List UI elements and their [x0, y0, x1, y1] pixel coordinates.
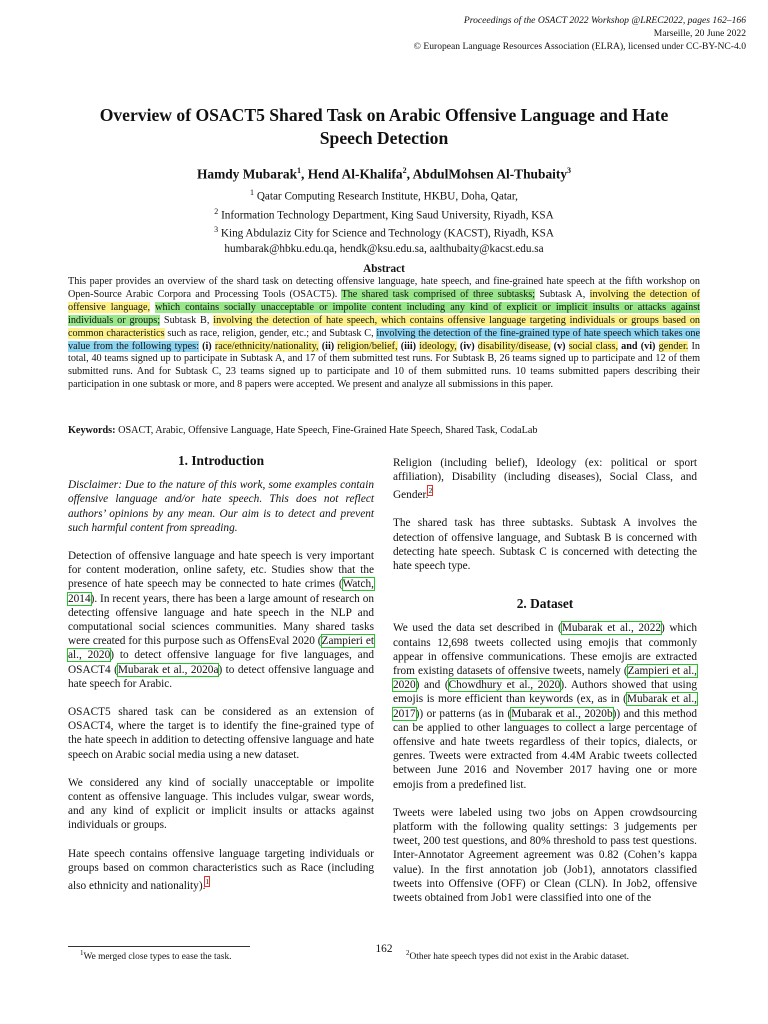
paragraph: Detection of offensive language and hate speech is very important for content moderation, online safety, etc. Studies show that the presence of hate speech may be connected to hate crimes (Watch, 2014). In recent years, there has been a large amount of research on detecting offensive language and hate speech in the NLP and computational social sciences communities. Many shared tasks were created for this purpose such as OffensEval 2020 (Zampieri et al., 2020) to detect offensive language for five languages, and OSACT4 (Mubarak et al., 2020a) to detect offensive language and hate speech for Arabic.	[68, 550, 374, 690]
affiliation-list	[0, 186, 768, 256]
paragraph: We used the data set described in (Mubarak et al., 2022) which contains 12,698 tweets collected using emojis that commonly appear in offensive communications. These emojis are extracted from existing datasets of offensive tweets, namely (Zampieri et al., 2020) and (Chowdhury et al., 2020). Authors showed that using emojis is more efficient than keywords (ex, as in (Mubarak et al., 2017)) or patterns (as in (Mubarak et al., 2020b)) and this method can be applied to other languages to collect a large percentage of offensive and hate tweets regardless of their topics, dialects, or genres. Tweets were extracted from 4.4M Arabic tweets collected between June 2016 and November 2017 having one or more emojis from a predefined list.	[393, 622, 698, 791]
citation-link[interactable]: Chowdhury et al., 2020	[448, 679, 561, 692]
paragraph: OSACT5 shared task can be considered as an extension of OSACT4, where the target is to identify the fine-grained type of the hate speech in addition to detecting offensive language and hate speech on Arabic social media using a new dataset.	[68, 706, 374, 761]
proceedings-header	[414, 14, 746, 53]
highlight-yellow: involving the detection of offensive language,	[68, 288, 701, 313]
paragraph: We considered any kind of socially unacceptable or impolite content as offensive language. This includes vulgar, swear words, and any kind of explicit or implicit insults or attacks against individuals or groups.	[68, 776, 374, 832]
abstract-heading: Abstract	[363, 263, 405, 275]
citation-link[interactable]: Mubarak et al., 2020b	[511, 707, 613, 720]
citation-link[interactable]: Watch, 2014	[68, 578, 374, 605]
author-name: AbdulMohsen Al-Thubaity	[412, 166, 568, 182]
section-heading-introduction: 1. Introduction	[177, 453, 265, 468]
paragraph: Religion (including belief), Ideology (ex: political or sport affiliation), Disability (including diseases), Social Class, and Gender.$^2$	[393, 457, 697, 502]
footnote-link[interactable]: 1	[205, 877, 210, 887]
citation-link[interactable]: Mubarak et al., 2022	[561, 622, 661, 635]
footnote: $^1$We merged close types to ease the task.	[80, 949, 232, 963]
highlight-yellow: social class,	[568, 340, 618, 352]
footnote: $^2$Other hate speech types did not exist in the Arabic dataset.	[406, 949, 629, 963]
citation-link[interactable]: Mubarak et al., 2020a	[117, 663, 219, 676]
abstract-text: This paper provides an overview of the shard task on detecting offensive language, hate speech, and fine-grained hate speech at the fifth workshop on Open-Source Arabic Corpora and Processing Tools (OSACT5). The shared task comprised of three subtasks; Subtask A, involving the detection of offensive language, which contains socially unacceptable or impolite content including any kind of explicit or implicit insults or attacks against individuals or groups; Subtask B, involving the detection of hate speech, which contains offensive language targeting individuals or groups based on common characteristics such as race, religion, gender, etc.; and Subtask C, involving the detection of the fine-grained type of hate speech which takes one value from the following types: (i) race/ethnicity/nationality, (ii) religion/belief, (iii) ideology, (iv) disability/disease, (v) social class, and (vi) gender. In total, 40 teams signed up to participate in Subtask A, and 17 of them submitted test runs. For Subtask B, 26 teams signed up to participate and 12 of them submitted runs. And for Subtask C, 23 teams signed up to participate and 10 of them submitted runs. 10 teams submitted papers describing their participation in one subtask or more, and 8 papers were accepted. We present and analyze all submissions in this paper.	[68, 276, 701, 391]
highlight-yellow: ideology,	[419, 340, 457, 352]
highlight-yellow: gender.	[658, 340, 689, 352]
highlight-green: which contains socially unacceptable or impolite content including any kind of explicit or implicit insults or attacks against individuals or groups;	[68, 301, 700, 326]
footnote-link[interactable]: 2	[428, 486, 433, 496]
affiliation: $^3$ King Abdulaziz City for Science and Technology (KACST), Riyadh, KSA	[214, 225, 554, 240]
paragraph: The shared task has three subtasks. Subtask A involves the detection of offensive language, and Subtask B is concerned with detecting hate speech. Subtask C is concerned with detecting the hate speech type.	[393, 517, 697, 572]
license-line: © European Language Resources Association (ELRA), licensed under CC-BY-NC-4.0	[413, 41, 746, 52]
left-column	[68, 454, 374, 907]
author-name: Hend Al-Khalifa	[307, 166, 403, 182]
citation-link[interactable]: Zampieri et al., 2020	[68, 635, 374, 662]
author-name: Hamdy Mubarak	[196, 166, 298, 182]
paragraph: Hate speech contains offensive language targeting individuals or groups based on common characteristics such as Race (including also ethnicity and nationality).$^1$	[68, 847, 374, 892]
highlight-yellow: race/ethnicity/nationality,	[214, 340, 319, 352]
highlight-yellow: religion/belief,	[337, 340, 398, 352]
keywords-label: Keywords:	[68, 425, 116, 436]
highlight-yellow: involving the detection of hate speech, which contains offensive language targeting individuals or groups based on common characteristics	[68, 314, 701, 339]
paragraph: Tweets were labeled using two jobs on Appen crowdsourcing platform with the following quality settings: 3 judgements per tweet, 200 test questions, and 80% threshold to pass test questions. Inter-Annotator Agreement agreement was 0.82 (Cohen’s kappa value). In the first annotation job (Job1), annotators classified tweets into Offensive (OFF) or Clean (CLN). In Job2, offensive tweets obtained from Job1 were classified into one of the	[393, 806, 697, 905]
author-emails: humbarak@hbku.edu.qa, hendk@ksu.edu.sa, aalthubaity@kacst.edu.sa	[224, 242, 544, 255]
proceedings-line: Proceedings of the OSACT 2022 Workshop @LREC2022, pages 162–166	[463, 15, 746, 26]
highlight-yellow: disability/disease,	[477, 340, 551, 352]
highlight-green: The shared task comprised of three subtasks;	[341, 288, 536, 300]
highlight-blue: involving the detection of the fine-grained type of hate speech which takes one value from the following types:	[68, 327, 701, 352]
citation-link[interactable]: Mubarak et al., 2017	[393, 693, 697, 720]
affiliation: $^2$ Information Technology Department, King Saud University, Riyadh, KSA	[214, 206, 554, 222]
affiliation: $^1$ Qatar Computing Research Institute, HKBU, Doha, Qatar,	[250, 188, 518, 203]
section-heading-dataset: 2. Dataset	[516, 596, 574, 612]
right-column	[393, 456, 697, 919]
author-list: Hamdy Mubarak$^1$, Hend Al-Khalifa$^2$, AbdulMohsen Al-Thubaity$^3$	[196, 166, 572, 182]
citation-link[interactable]: Zampieri et al., 2020	[393, 665, 697, 692]
disclaimer: Disclaimer: Due to the nature of this work, some examples contain offensive language and/or hate speech. This does not reflect authors’ opinions by any mean. Our aim is to detect and prevent such harmful content from spreading.	[68, 479, 374, 534]
page-number: 162	[375, 943, 393, 955]
venue-date-line: Marseille, 20 June 2022	[653, 28, 746, 39]
paper-title: Overview of OSACT5 Shared Task on Arabic Offensive Language and Hate Speech Detection	[99, 105, 669, 148]
keywords: Keywords: OSACT, Arabic, Offensive Language, Hate Speech, Fine-Grained Hate Speech, Shared Task, CodaLab	[68, 425, 538, 436]
